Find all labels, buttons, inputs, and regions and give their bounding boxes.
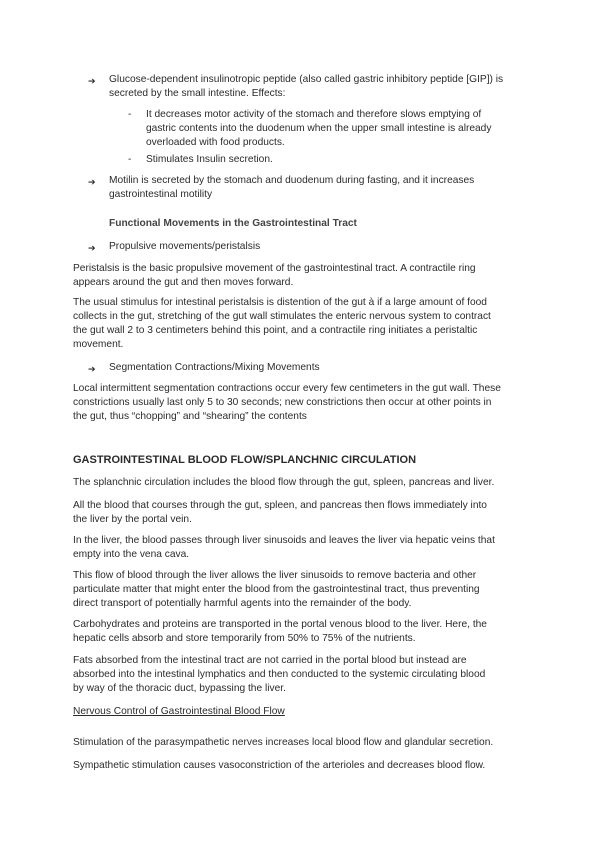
nervous-para-1: Stimulation of the parasympathetic nerves increases local blood flow and glandular secretion. bbox=[73, 737, 494, 748]
blood-para-6-line-1: Fats absorbed from the intestinal tract are not carried in the portal blood but instead are bbox=[73, 655, 467, 666]
blood-para-4-line-2: particulate matter that might enter the blood from the gastrointestinal tract, thus preventing bbox=[73, 584, 480, 595]
stimulus-para-line-3: the gut wall 2 to 3 centimeters behind this point, and a contractile ring initiates a peristaltic bbox=[73, 325, 478, 336]
dash-bullet-icon: - bbox=[128, 109, 132, 120]
stimulus-para-line-1: The usual stimulus for intestinal peristalsis is distention of the gut à if a large amount of food bbox=[73, 297, 487, 308]
nervous-para-2: Sympathetic stimulation causes vasoconstriction of the arterioles and decreases blood flow. bbox=[73, 760, 486, 771]
blood-para-1-line-1: The splanchnic circulation includes the blood flow through the gut, spleen, pancreas and liver. bbox=[73, 477, 495, 488]
blood-flow-heading: GASTROINTESTINAL BLOOD FLOW/SPLANCHNIC CIRCULATION bbox=[73, 454, 417, 466]
arrow-bullet-icon: ➔ bbox=[88, 364, 96, 374]
blood-para-5-line-1: Carbohydrates and proteins are transported in the portal venous blood to the liver. Here, the bbox=[73, 619, 487, 630]
segmentation-para-line-3: the gut, thus “chopping” and “shearing” the contents bbox=[73, 411, 307, 422]
functional-movements-heading: Functional Movements in the Gastrointestinal Tract bbox=[109, 218, 357, 229]
segmentation-para-line-2: constrictions usually last only 5 to 30 seconds; new constrictions then occur at other points in bbox=[73, 397, 492, 408]
blood-para-2-line-2: the liver by the portal vein. bbox=[73, 514, 192, 525]
arrow-bullet-icon: ➔ bbox=[88, 243, 96, 253]
bullet-segmentation: Segmentation Contractions/Mixing Movements bbox=[109, 362, 320, 373]
bullet-propulsive: Propulsive movements/peristalsis bbox=[109, 241, 261, 252]
gip-effect-1-line-1: It decreases motor activity of the stomach and therefore slows emptying of bbox=[146, 109, 482, 120]
peristalsis-para-line-2: appears around the gut and then moves forward. bbox=[73, 277, 294, 288]
bullet-motilin-line-2: gastrointestinal motility bbox=[109, 189, 213, 200]
blood-para-2-line-1: All the blood that courses through the gut, spleen, and pancreas then flows immediately into bbox=[73, 500, 487, 511]
blood-para-4-line-3: direct transport of potentially harmful agents into the remainder of the body. bbox=[73, 598, 412, 609]
gip-effect-2: Stimulates Insulin secretion. bbox=[146, 154, 273, 165]
bullet-gip-line-2: secreted by the small intestine. Effects: bbox=[109, 88, 286, 99]
blood-para-3-line-2: empty into the vena cava. bbox=[73, 549, 190, 560]
stimulus-para-line-2: collects in the gut, stretching of the gut wall stimulates the enteric nervous system to contract bbox=[73, 311, 491, 322]
bullet-gip-line-1: Glucose-dependent insulinotropic peptide (also called gastric inhibitory peptide [GIP]) is bbox=[109, 74, 504, 85]
dash-bullet-icon: - bbox=[128, 154, 132, 165]
blood-para-6-line-3: by way of the thoracic duct, bypassing the liver. bbox=[73, 683, 286, 694]
nervous-control-heading: Nervous Control of Gastrointestinal Blood Flow bbox=[73, 706, 285, 717]
blood-para-5-line-2: hepatic cells absorb and store temporarily from 50% to 75% of the nutrients. bbox=[73, 633, 416, 644]
arrow-bullet-icon: ➔ bbox=[88, 76, 96, 86]
blood-para-3-line-1: In the liver, the blood passes through liver sinusoids and leaves the liver via hepatic veins that bbox=[73, 535, 495, 546]
blood-para-4-line-1: This flow of blood through the liver allows the liver sinusoids to remove bacteria and other bbox=[73, 570, 477, 581]
blood-para-6-line-2: absorbed into the intestinal lymphatics and then conducted to the systemic circulating blood bbox=[73, 669, 486, 680]
bullet-motilin-line-1: Motilin is secreted by the stomach and duodenum during fasting, and it increases bbox=[109, 175, 475, 186]
stimulus-para-line-4: movement. bbox=[73, 339, 124, 350]
gip-effect-1-line-3: overloaded with food products. bbox=[146, 137, 285, 148]
arrow-bullet-icon: ➔ bbox=[88, 177, 96, 187]
segmentation-para-line-1: Local intermittent segmentation contractions occur every few centimeters in the gut wall. These bbox=[73, 383, 501, 394]
peristalsis-para-line-1: Peristalsis is the basic propulsive movement of the gastrointestinal tract. A contractile ring bbox=[73, 263, 476, 274]
gip-effect-1-line-2: gastric contents into the duodenum when the upper small intestine is already bbox=[146, 123, 492, 134]
